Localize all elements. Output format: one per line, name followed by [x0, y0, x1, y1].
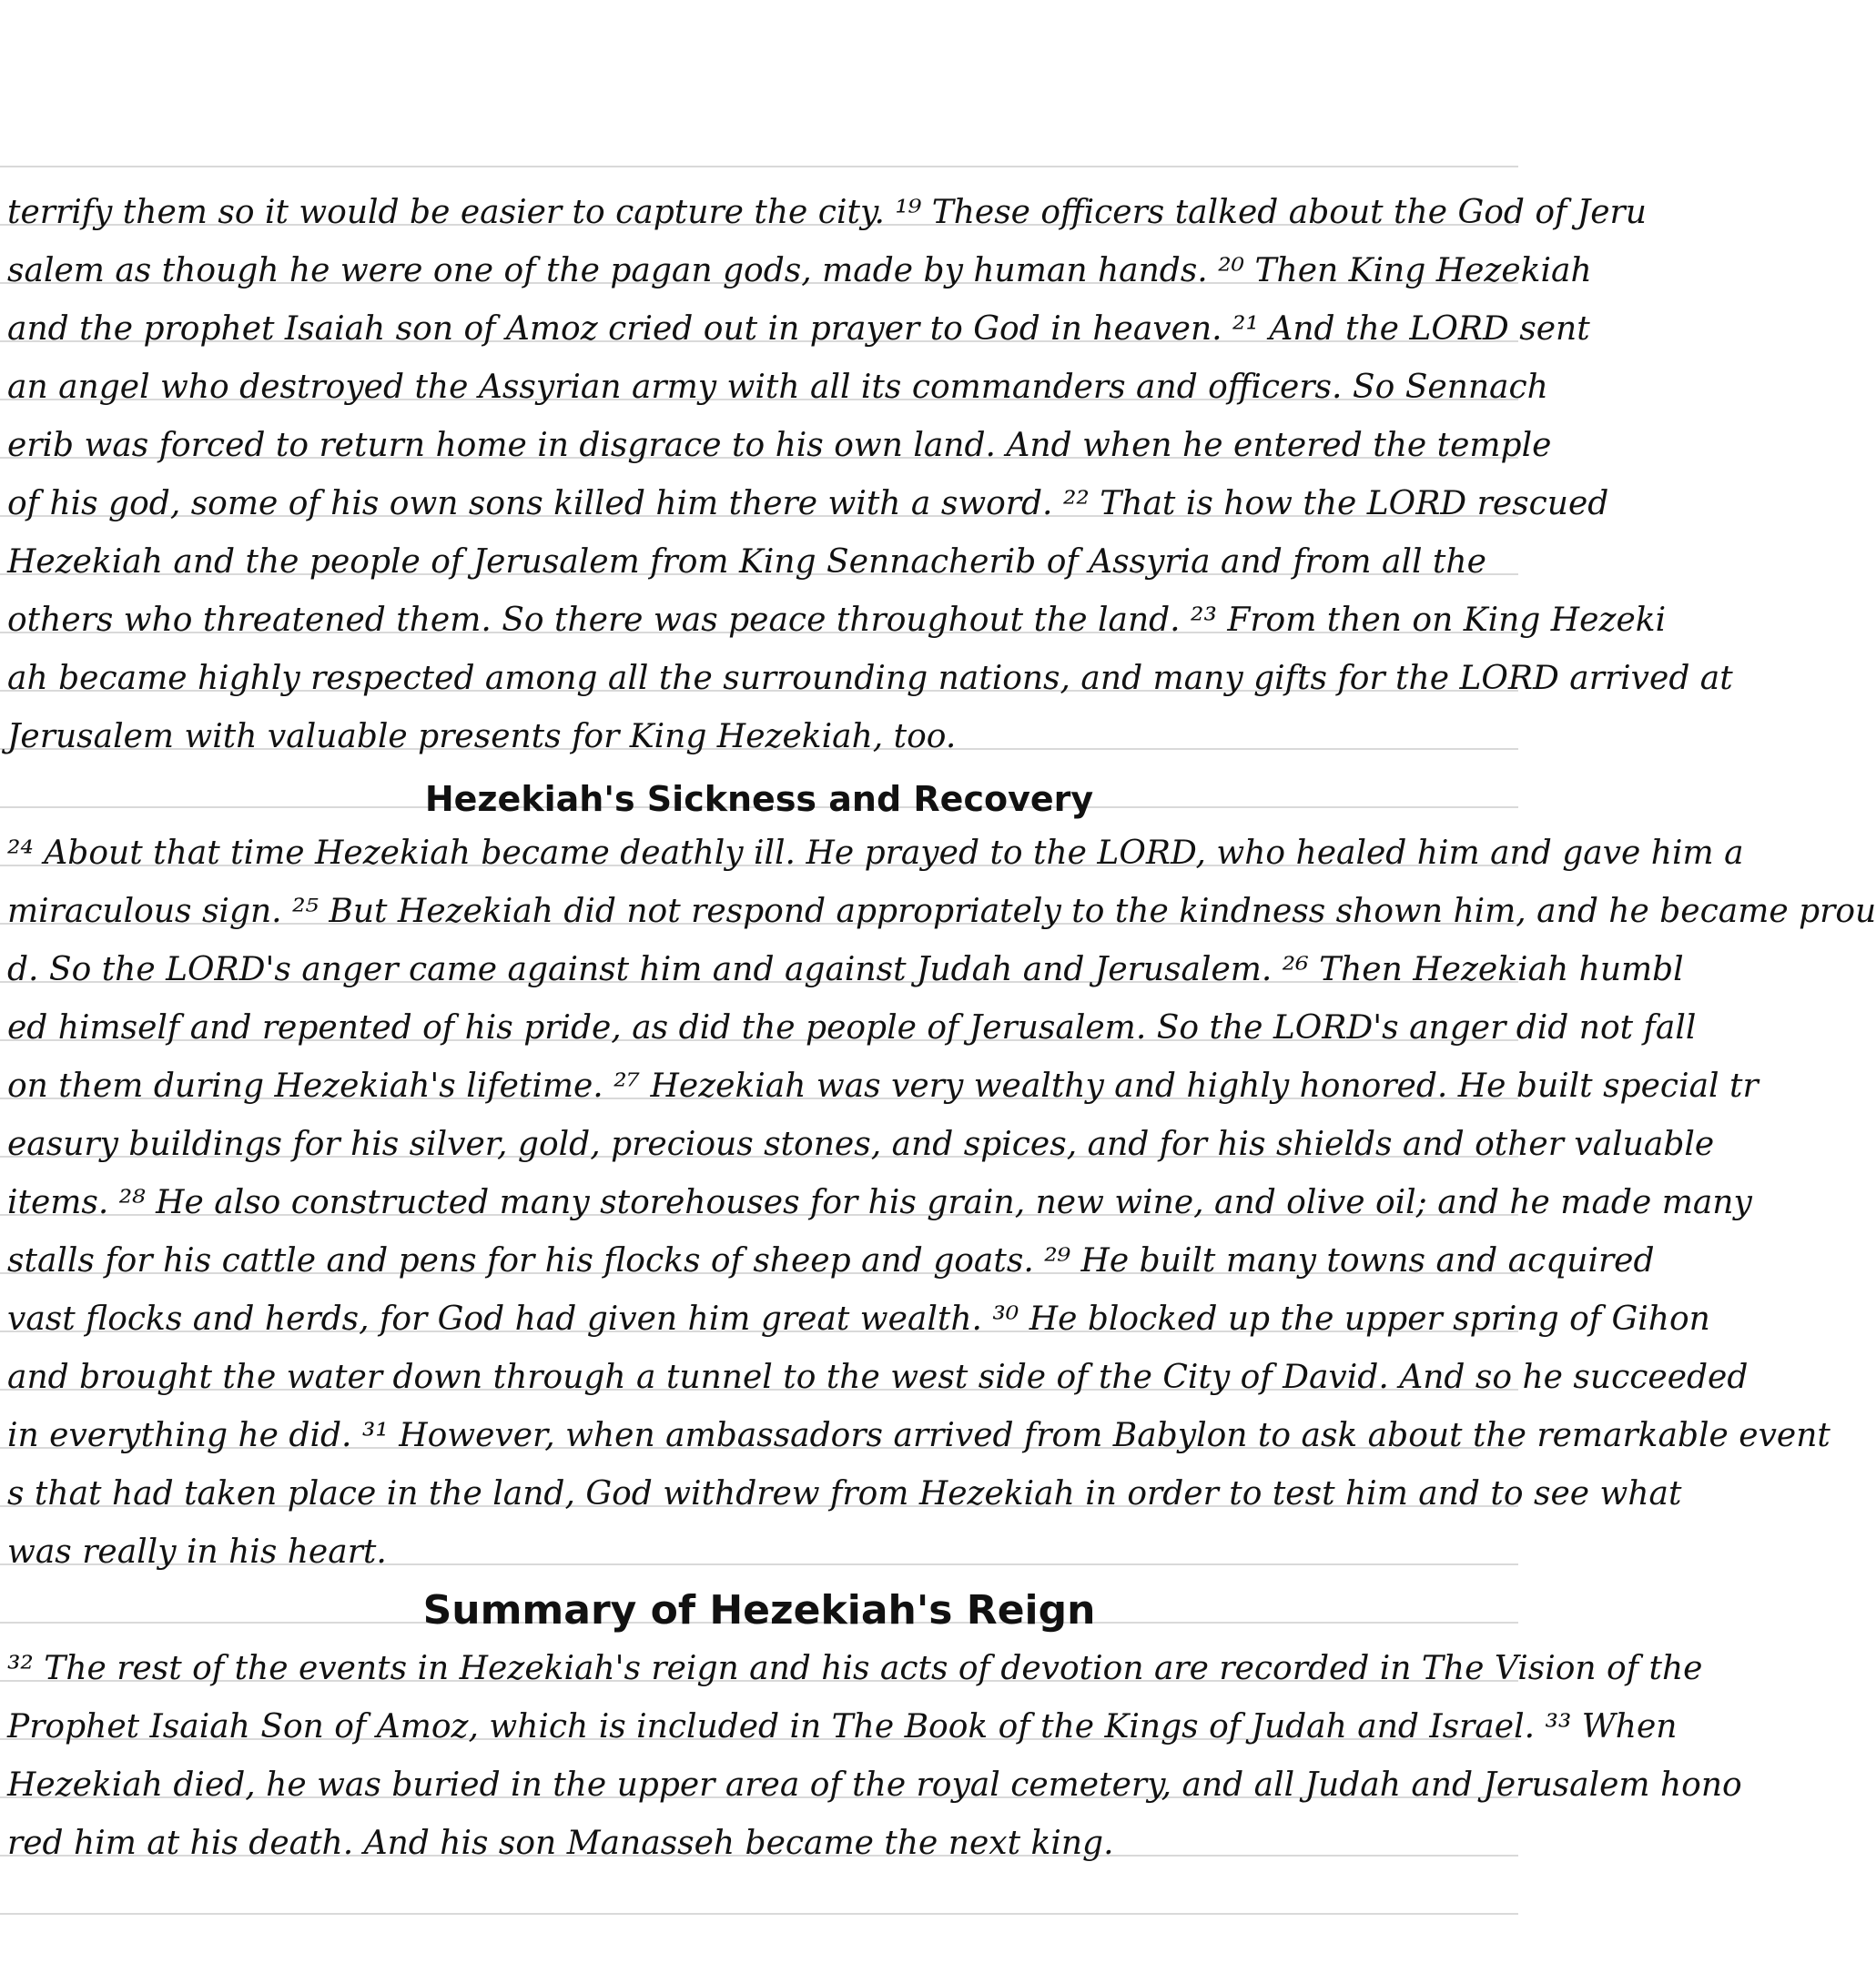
- text-line: ²⁴ About that time Hezekiah became deathly ill. He prayed to the LORD, who healed him and gave him a: [7, 835, 1744, 872]
- ruled-line: [0, 166, 1518, 167]
- text-line: ah became highly respected among all the surrounding nations, and many gifts for the LORD arrived at: [7, 660, 1733, 697]
- text-line: items. ²⁸ He also constructed many storehouses for his grain, new wine, and olive oil; and he made many: [7, 1184, 1752, 1221]
- text-line: stalls for his cattle and pens for his flocks of sheep and goats. ²⁹ He built many towns and acquired: [7, 1242, 1655, 1280]
- text-line: terrify them so it would be easier to capture the city. ¹⁹ These officers talked about the God of Jeru: [7, 194, 1647, 231]
- text-line: on them during Hezekiah's lifetime. ²⁷ Hezekiah was very wealthy and highly honored. He built special tr: [7, 1068, 1759, 1105]
- text-line: in everything he did. ³¹ However, when ambassadors arrived from Babylon to ask about the remarkable event: [7, 1417, 1830, 1454]
- text-line: red him at his death. And his son Manasseh became the next king.: [7, 1825, 1114, 1862]
- text-line: an angel who destroyed the Assyrian army with all its commanders and officers. So Sennach: [7, 369, 1548, 406]
- section-heading-sickness-recovery: Hezekiah's Sickness and Recovery: [424, 779, 1094, 819]
- section-heading-summary-reign: Summary of Hezekiah's Reign: [422, 1587, 1096, 1634]
- text-line: and brought the water down through a tunnel to the west side of the City of David. And so he succeeded: [7, 1359, 1749, 1396]
- text-line: of his god, some of his own sons killed him there with a sword. ²² That is how the LORD rescued: [7, 485, 1609, 522]
- ruled-line: [0, 1913, 1518, 1915]
- text-line: was really in his heart.: [7, 1533, 387, 1571]
- text-line: easury buildings for his silver, gold, precious stones, and spices, and for his shields and other valuable: [7, 1126, 1715, 1163]
- text-line: erib was forced to return home in disgrace to his own land. And when he entered the temple: [7, 427, 1552, 464]
- text-line: others who threatened them. So there was peace throughout the land. ²³ From then on King Hezeki: [7, 602, 1667, 639]
- text-line: Prophet Isaiah Son of Amoz, which is included in The Book of the Kings of Judah and Israel. ³³ When: [7, 1708, 1678, 1745]
- text-line: and the prophet Isaiah son of Amoz cried out in prayer to God in heaven. ²¹ And the LORD sent: [7, 310, 1590, 348]
- text-line: vast flocks and herds, for God had given him great wealth. ³⁰ He blocked up the upper spring of Gihon: [7, 1300, 1710, 1338]
- text-line: s that had taken place in the land, God withdrew from Hezekiah in order to test him and to see what: [7, 1475, 1682, 1513]
- text-line: salem as though he were one of the pagan gods, made by human hands. ²⁰ Then King Hezekiah: [7, 252, 1592, 289]
- text-line: Hezekiah died, he was buried in the upper area of the royal cemetery, and all Judah and Jerusalem hono: [7, 1766, 1742, 1804]
- text-line: ³² The rest of the events in Hezekiah's reign and his acts of devotion are recorded in The Vision of the: [7, 1650, 1703, 1687]
- text-line: Hezekiah and the people of Jerusalem from King Sennacherib of Assyria and from all the: [7, 543, 1486, 581]
- text-line: miraculous sign. ²⁵ But Hezekiah did not respond appropriately to the kindness shown him, and he became prou: [7, 893, 1876, 930]
- text-line: d. So the LORD's anger came against him and against Judah and Jerusalem. ²⁶ Then Hezekiah humbl: [7, 951, 1684, 988]
- text-line: ed himself and repented of his pride, as did the people of Jerusalem. So the LORD's anger did not fall: [7, 1009, 1697, 1047]
- text-line: Jerusalem with valuable presents for King Hezekiah, too.: [7, 718, 957, 755]
